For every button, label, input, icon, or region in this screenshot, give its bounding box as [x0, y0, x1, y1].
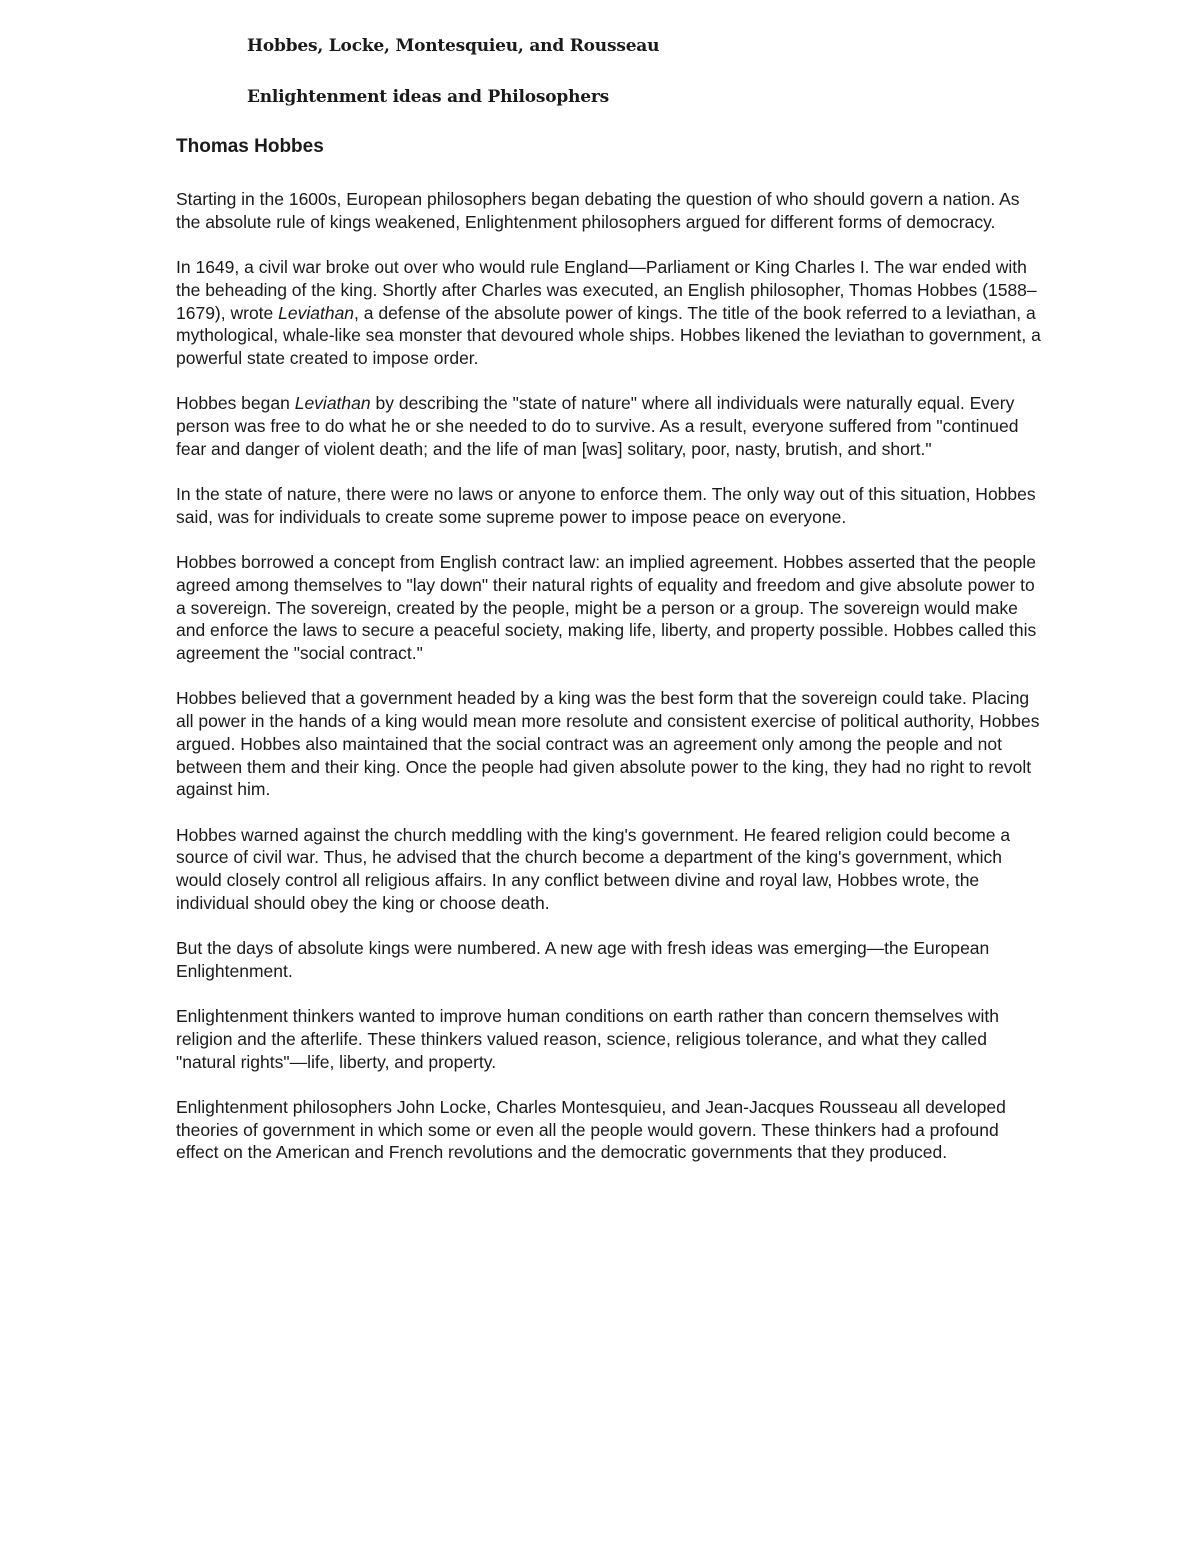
- book-title: Leviathan: [278, 302, 355, 323]
- paragraph-intro: Starting in the 1600s, European philosophers began debating the question of who should govern a nation. As the absolute rule of kings weakened, Enlightenment philosophers argued for different forms of democracy.: [176, 189, 1020, 232]
- paragraph-text: Hobbes began: [176, 393, 295, 414]
- paragraph-church: Hobbes warned against the church meddling with the king's government. He feared religion could become a source of civil war. Thus, he advised that the church become a department of the king's government, which would closely control all religious affairs. In any conflict between divine and royal law, Hobbes wrote, the individual should obey the king or choose death.: [176, 824, 1011, 913]
- book-title: Leviathan: [294, 393, 371, 414]
- paragraph-social-contract: Hobbes borrowed a concept from English contract law: an implied agreement. Hobbes asserted that the people agreed among themselves to "lay down" their natural rights of equality and freedom and give absolute power to a sovereign. The sovereign, created by the people, might be a person or a group. The sovereign would make and enforce the laws to secure a peaceful society, making life, liberty, and property possible. Hobbes called this agreement the "social contract.": [176, 552, 1037, 663]
- paragraph-absolute-kings: But the days of absolute kings were numbered. A new age with fresh ideas was emerging—the European Enlightenment.: [176, 938, 990, 981]
- paragraph-text: In 1649, a civil war broke out over who would rule England—Parliament or King Charles I. The war ended with the beheading of the king. Shortly after Charles was executed, an English philosopher, Thomas Hobbes (1588–1679), wrote: [176, 257, 1037, 323]
- paragraph-philosophers: Enlightenment philosophers John Locke, Charles Montesquieu, and Jean-Jacques Rousseau all developed theories of government in which some or even all the people would govern. These thinkers had a profound effect on the American and French revolutions and the democratic governments that they produced.: [176, 1096, 1006, 1163]
- document-title: Hobbes, Locke, Montesquieu, and Rousseau: [247, 36, 660, 56]
- paragraph-civil-war: [176, 256, 1046, 370]
- paragraph-text: by describing the "state of nature" where all individuals were naturally equal. Every person was free to do what he or she needed to do to survive. As a result, everyone suffered from "continued fear and danger of violent death; and the life of man [was] solitary, poor, nasty, brutish, and short.": [176, 393, 1019, 459]
- paragraph-text: , a defense of the absolute power of kings. The title of the book referred to a leviathan, a mythological, whale-like sea monster that devoured whole ships. Hobbes likened the leviathan to government, a powerful state created to impose order.: [176, 302, 1041, 368]
- paragraph-no-laws: In the state of nature, there were no laws or anyone to enforce them. The only way out of this situation, Hobbes said, was for individuals to create some supreme power to impose peace on everyone.: [176, 484, 1036, 527]
- document-subtitle: Enlightenment ideas and Philosophers: [247, 87, 609, 107]
- body-text: [176, 188, 1046, 1187]
- paragraph-state-of-nature: [176, 392, 1046, 460]
- section-heading: Thomas Hobbes: [176, 136, 324, 157]
- paragraph-enlightenment-thinkers: Enlightenment thinkers wanted to improve human conditions on earth rather than concern themselves with religion and the afterlife. These thinkers valued reason, science, religious tolerance, and what they called "natural rights"—life, liberty, and property.: [176, 1006, 999, 1072]
- paragraph-king-government: Hobbes believed that a government headed by a king was the best form that the sovereign could take. Placing all power in the hands of a king would mean more resolute and consistent exercise of political authority, Hobbes argued. Hobbes also maintained that the social contract was an agreement only among the people and not between them and their king. Once the people had given absolute power to the king, they had no right to revolt against him.: [176, 688, 1040, 800]
